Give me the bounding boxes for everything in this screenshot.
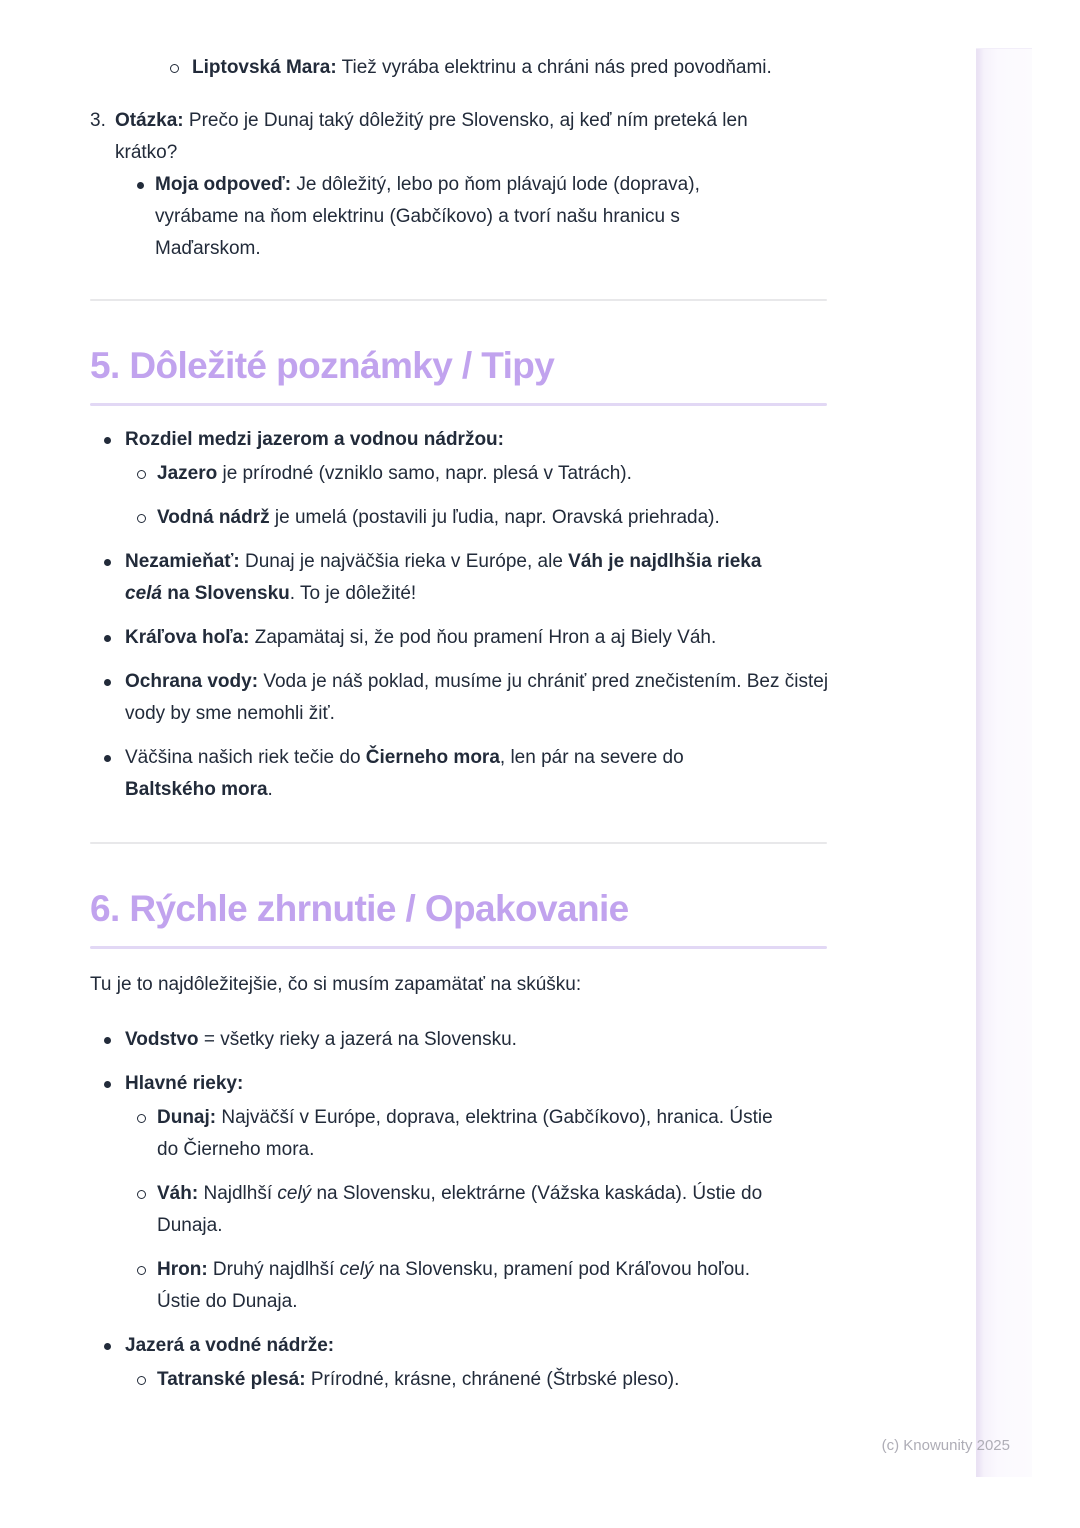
notes-content	[90, 0, 834, 1406]
list-item	[90, 1024, 830, 1056]
list-item	[125, 1178, 830, 1242]
list-item-text: Ochrana vody: Voda je náš poklad, musíme ju chrániť pred znečistením. Bez čistej vody by sme nemohli žiť.	[125, 671, 834, 724]
list-item-text: Rozdiel medzi jazerom a vodnou nádržou:	[125, 429, 504, 450]
section-divider	[90, 299, 827, 301]
list-item	[90, 1330, 830, 1396]
list-item-text: Vodná nádrž je umelá (postavili ju ľudia, napr. Oravská priehrada).	[157, 507, 720, 528]
section-5-title: 5. Dôležité poznámky / Tipy	[90, 345, 555, 386]
bullet-icon	[104, 635, 111, 642]
list-item-text: Vodstvo = všetky rieky a jazerá na Slovensku.	[125, 1029, 517, 1050]
bullet-icon	[104, 1343, 111, 1350]
list-item	[90, 622, 830, 654]
answer-list	[115, 169, 830, 265]
bullet-icon	[104, 755, 111, 762]
bullet-icon	[137, 182, 144, 189]
bullet-icon	[104, 679, 111, 686]
numbered-item-text: Otázka: Prečo je Dunaj taký dôležitý pre Slovensko, aj keď ním preteká len krátko?	[115, 110, 753, 163]
circle-bullet-icon	[137, 1190, 146, 1199]
section-divider	[90, 842, 827, 844]
page-edge-strip	[976, 48, 1032, 1477]
list-item-text: Jazerá a vodné nádrže:	[125, 1335, 335, 1356]
circle-bullet-icon	[137, 1266, 146, 1275]
list-item-text: Kráľova hoľa: Zapamätaj si, že pod ňou pramení Hron a aj Biely Váh.	[125, 627, 717, 648]
list-item-text: Váh: Najdlhší celý na Slovensku, elektrárne (Vážska kaskáda). Ústie do Dunaja.	[157, 1183, 768, 1236]
circle-bullet-icon	[137, 470, 146, 479]
list-item-text: Dunaj: Najväčší v Európe, doprava, elektrina (Gabčíkovo), hranica. Ústie do Čierneho mora.	[157, 1107, 778, 1160]
list-item	[90, 546, 830, 610]
section-5-list	[90, 424, 834, 806]
circle-bullet-icon	[137, 1376, 146, 1385]
circle-bullet-icon	[137, 1114, 146, 1123]
sub-list	[125, 458, 830, 534]
numbered-item	[90, 105, 830, 265]
list-item-text: Tatranské plesá: Prírodné, krásne, chránené (Štrbské pleso).	[157, 1369, 680, 1390]
bullet-icon	[104, 437, 111, 444]
bullet-icon	[104, 1037, 111, 1044]
list-number: 3.	[90, 110, 106, 131]
list-item	[90, 424, 830, 534]
list-item-text: Moja odpoveď: Je dôležitý, lebo po ňom plávajú lode (doprava), vyrábame na ňom elektrinu (Gabčíkovo) a tvorí našu hranicu s Maďarskom.	[155, 174, 706, 259]
section-6-lead: Tu je to najdôležitejšie, čo si musím zapamätať na skúšku:	[90, 974, 582, 995]
bullet-icon	[104, 559, 111, 566]
circle-bullet-icon	[170, 64, 179, 73]
list-item	[125, 1254, 830, 1318]
list-item-text: Liptovská Mara: Tiež vyrába elektrinu a chráni nás pred povodňami.	[192, 57, 772, 78]
list-item	[90, 52, 830, 84]
list-item	[125, 1364, 830, 1396]
list-item	[90, 742, 830, 806]
section-6-title: 6. Rýchle zhrnutie / Opakovanie	[90, 888, 629, 929]
list-item	[125, 458, 830, 490]
list-item-text: Jazero je prírodné (vzniklo samo, napr. plesá v Tatrách).	[157, 463, 632, 484]
section-6-list	[90, 1024, 830, 1396]
list-item-text: Hlavné rieky:	[125, 1073, 244, 1094]
list-item-text: Väčšina našich riek tečie do Čierneho mora, len pár na severe do Baltského mora.	[125, 747, 689, 800]
list-item-text: Nezamieňať: Dunaj je najväčšia rieka v Európe, ale Váh je najdlhšia rieka celá na Slovensku. To je dôležité!	[125, 551, 767, 604]
section-5-underline	[90, 403, 827, 406]
list-item	[125, 502, 830, 534]
bullet-icon	[104, 1081, 111, 1088]
circle-bullet-icon	[137, 514, 146, 523]
list-item	[115, 169, 830, 265]
list-item	[125, 1102, 830, 1166]
copyright-footer: (c) Knowunity 2025	[881, 1437, 1010, 1454]
list-item	[90, 666, 834, 730]
sub-list	[125, 1364, 830, 1396]
list-item-text: Hron: Druhý najdlhší celý na Slovensku, pramení pod Kráľovou hoľou. Ústie do Dunaja.	[157, 1259, 756, 1312]
list-item	[90, 1068, 830, 1318]
sub-list	[125, 1102, 830, 1318]
section-6-underline	[90, 946, 827, 949]
